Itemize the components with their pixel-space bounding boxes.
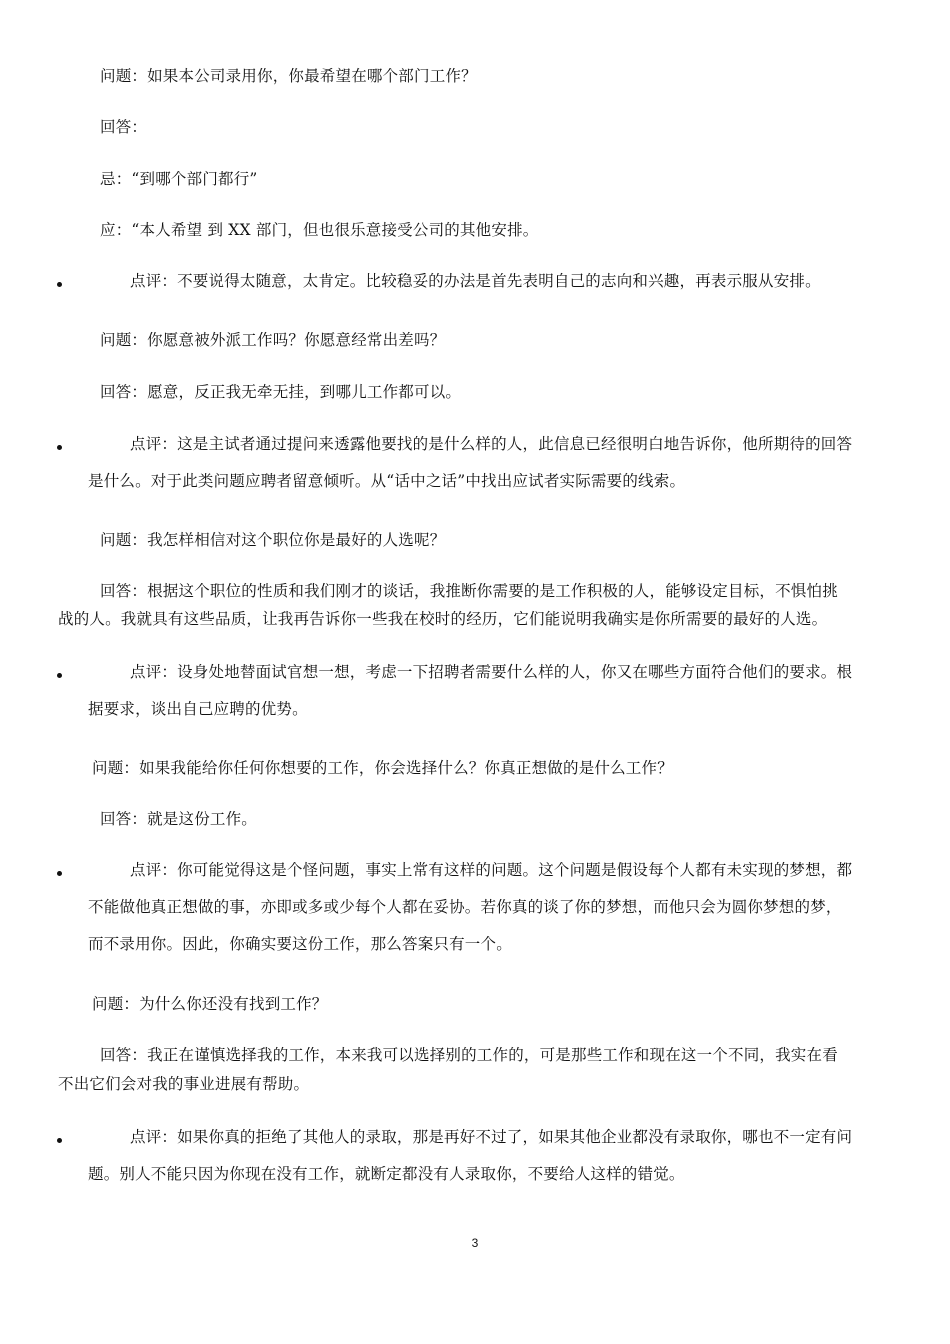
answer-3-line-2: 战的人。我就具有这些品质，让我再告诉你一些我在校时的经历，它们能说明我确实是你所需要的最好的人选。 [58,610,828,628]
should-answer-1: 应：“本人希望 到 XX 部门，但也很乐意接受公司的其他安排。 [100,221,539,239]
answer-3-line-1: 回答：根据这个职位的性质和我们刚才的谈话，我推断你需要的是工作积极的人，能够设定目标，不惧怕挑 [100,582,838,600]
bullet-dot [57,282,62,287]
comment-3-line-2: 据要求，谈出自己应聘的优势。 [88,700,308,718]
comment-5-line-1: 点评：如果你真的拒绝了其他人的录取，那是再好不过了，如果其他企业都没有录取你，哪也不一定有问 [130,1128,853,1146]
answer-4: 回答：就是这份工作。 [100,810,258,828]
comment-3-line-1: 点评：设身处地替面试官想一想，考虑一下招聘者需要什么样的人，你又在哪些方面符合他们的要求。根 [130,663,853,681]
question-4: 问题：如果我能给你任何你想要的工作，你会选择什么？你真正想做的是什么工作？ [92,759,673,777]
page-number: 3 [471,1236,479,1250]
answer-5-line-2: 不出它们会对我的事业进展有帮助。 [58,1075,310,1093]
comment-1-line-1: 点评：不要说得太随意，太肯定。比较稳妥的办法是首先表明自己的志向和兴趣，再表示服从安排。 [130,272,821,290]
question-5: 问题：为什么你还没有找到工作？ [92,995,328,1013]
bullet-dot [57,1138,62,1143]
avoid-answer-1: 忌：“到哪个部门都行” [100,170,258,188]
bullet-dot [57,871,62,876]
question-2: 问题：你愿意被外派工作吗？你愿意经常出差吗？ [100,331,446,349]
comment-2-line-2: 是什么。对于此类问题应聘者留意倾听。从“话中之话”中找出应试者实际需要的线索。 [88,472,686,490]
comment-4-line-3: 而不录用你。因此，你确实要这份工作，那么答案只有一个。 [88,935,512,953]
question-1: 问题：如果本公司录用你，你最希望在哪个部门工作？ [100,67,477,85]
answer-2: 回答：愿意，反正我无牵无挂，到哪儿工作都可以。 [100,383,462,401]
comment-2-line-1: 点评：这是主试者通过提问来透露他要找的是什么样的人，此信息已经很明白地告诉你，他所期待的回答 [130,435,853,453]
bullet-dot [57,673,62,678]
question-3: 问题：我怎样相信对这个职位你是最好的人选呢？ [100,531,446,549]
comment-5-line-2: 题。别人不能只因为你现在没有工作，就断定都没有人录取你，不要给人这样的错觉。 [88,1165,685,1183]
answer-label-1: 回答： [100,118,148,136]
comment-4-line-1: 点评：你可能觉得这是个怪问题，事实上常有这样的问题。这个问题是假设每个人都有未实现的梦想，都 [130,861,853,879]
comment-4-line-2: 不能做他真正想做的事，亦即或多或少每个人都在妥协。若你真的谈了你的梦想，而他只会为圆你梦想的梦， [88,898,842,916]
bullet-dot [57,445,62,450]
answer-5-line-1: 回答：我正在谨慎选择我的工作，本来我可以选择别的工作的，可是那些工作和现在这一个不同，我实在看 [100,1046,838,1064]
